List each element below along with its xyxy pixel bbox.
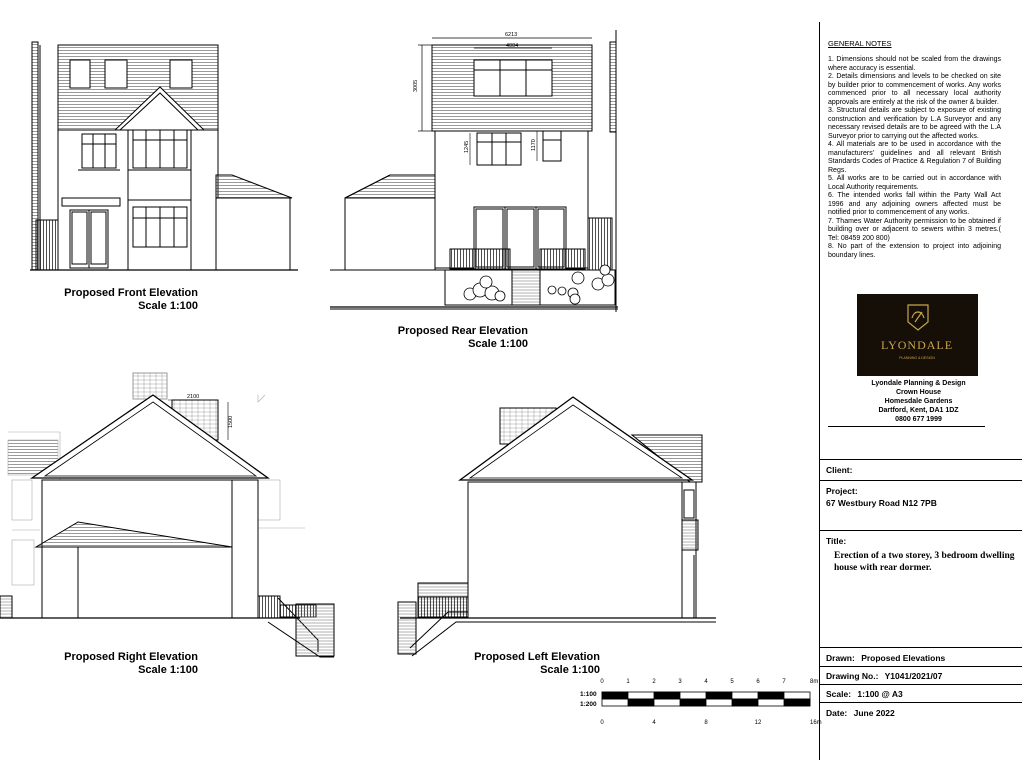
scale-tick-label: 8 xyxy=(704,720,708,726)
project-label: Project: xyxy=(826,486,858,496)
caption-front-elevation xyxy=(40,287,198,313)
date-value: June 2022 xyxy=(853,708,895,718)
drawing-no-value: Y1041/2021/07 xyxy=(884,671,943,681)
dim-chimney-height: 1500 xyxy=(228,415,234,428)
client-label: Client: xyxy=(826,465,853,475)
scale-tick-label: 4 xyxy=(704,679,708,685)
scale-segment xyxy=(628,699,654,706)
scale-tick-label: 0 xyxy=(600,720,604,726)
scale-ratio-top: 1:100 xyxy=(580,691,597,698)
rear-elevation xyxy=(330,30,618,312)
company-address-line: Homesdale Gardens xyxy=(884,398,953,405)
caption-left-scale: Scale 1:100 xyxy=(540,664,600,676)
dim-rear-height: 3005 xyxy=(413,79,419,92)
note-item: 6. The intended works fall within the Party Wall Act 1996 and any adjoining owners affected must be notified prior to commencement of any works. xyxy=(828,192,1001,216)
scale-segment xyxy=(654,692,680,699)
caption-left-elevation xyxy=(442,651,600,677)
divider xyxy=(820,666,1022,667)
company-address-line: Crown House xyxy=(895,389,942,396)
divider xyxy=(820,647,1022,648)
scale-segment xyxy=(706,692,732,699)
company-phone: 0800 677 1999 xyxy=(895,416,942,423)
divider xyxy=(820,684,1022,685)
scale-tick-label: 1 xyxy=(626,679,630,685)
client-field xyxy=(826,465,856,475)
drawing-no-label: Drawing No.: xyxy=(826,671,879,681)
scale-label: Scale: xyxy=(826,689,852,699)
dim-chimney-width: 2100 xyxy=(187,394,200,400)
scale-segment xyxy=(680,699,706,706)
dim-rear-window-right: 1170 xyxy=(531,139,537,151)
caption-front-title: Proposed Front Elevation xyxy=(64,287,198,299)
scale-value: 1:100 @ A3 xyxy=(857,689,903,699)
note-item: 3. Structural details are subject to exposure of existing construction and verification by L.A Surveyor and any necessary revised details are to be agreed with the L.A Surveyor prior to carrying out the affected works. xyxy=(828,107,1001,140)
note-item: 5. All works are to be carried out in accordance with Local Authority requirements. xyxy=(828,175,1001,191)
company-details xyxy=(820,379,1017,424)
left-elevation xyxy=(398,397,716,656)
divider xyxy=(828,426,985,427)
title-value: Erection of a two storey, 3 bedroom dwelling house with rear dormer. xyxy=(834,551,1015,573)
caption-front-scale: Scale 1:100 xyxy=(138,300,198,312)
scale-segment xyxy=(732,699,758,706)
note-item: 2. Details dimensions and levels to be checked on site by builder prior to commencement of works. Any works commenced prior to all necessary local authority approvals are entirely at the risk of the owner & builder. xyxy=(828,73,1001,106)
caption-rear-title: Proposed Rear Elevation xyxy=(397,325,528,337)
scale-tick-label: 5 xyxy=(730,679,734,685)
caption-right-title: Proposed Right Elevation xyxy=(64,651,198,663)
scale-segment xyxy=(784,699,810,706)
scale-segment xyxy=(758,692,784,699)
logo-brand-text: LYONDALE xyxy=(880,338,954,352)
note-item: 1. Dimensions should not be scaled from the drawings where accuracy is essential. xyxy=(828,56,1001,72)
dim-rear-window-left: 1245 xyxy=(464,140,470,153)
company-address-line: Dartford, Kent, DA1 1DZ xyxy=(878,407,959,414)
title-field xyxy=(826,536,850,546)
scale-ratio-bottom: 1:200 xyxy=(580,701,597,708)
logo-tagline-text: PLANNING & DESIGN xyxy=(899,356,935,360)
caption-right-scale: Scale 1:100 xyxy=(138,664,198,676)
drawn-value: Proposed Elevations xyxy=(861,653,946,663)
general-notes xyxy=(828,56,1001,260)
scale-tick-label: 16m xyxy=(810,720,822,726)
caption-rear-elevation xyxy=(370,325,528,351)
drawn-label: Drawn: xyxy=(826,653,855,663)
caption-rear-scale: Scale 1:100 xyxy=(468,338,528,350)
caption-right-elevation xyxy=(40,651,198,677)
divider xyxy=(820,480,1022,481)
project-value: 67 Westbury Road N12 7PB xyxy=(826,498,937,508)
divider xyxy=(820,530,1022,531)
drawn-field xyxy=(826,653,945,663)
dim-rear-width-outer: 6213 xyxy=(505,32,518,38)
note-item: 8. No part of the extension to project into adjoining boundary lines. xyxy=(828,243,1001,259)
divider xyxy=(820,459,1022,460)
drawing-no-field xyxy=(826,671,942,681)
note-item: 7. Thames Water Authority permission to be obtained if building over or adjacent to sewers within 3 metres.( Tel: 08459 200 800) xyxy=(828,217,1001,242)
scale-tick-label: 6 xyxy=(756,679,760,685)
project-field xyxy=(826,486,862,496)
company-name: Lyondale Planning & Design xyxy=(871,380,966,387)
scale-field xyxy=(826,689,903,699)
note-item: 4. All materials are to be used in accordance with the manufacturers' guidelines and all relevant British Standards Codes of Practice & Regulation 7 of Building Regs. xyxy=(828,141,1001,174)
front-elevation xyxy=(30,42,298,270)
scale-tick-label: 2 xyxy=(652,679,656,685)
title-label: Title: xyxy=(826,536,847,546)
scale-tick-label: 7 xyxy=(782,679,786,685)
title-block xyxy=(819,22,1021,760)
date-label: Date: xyxy=(826,708,848,718)
scale-tick-label: 3 xyxy=(678,679,682,685)
scale-tick-label: 12 xyxy=(754,720,762,726)
right-elevation xyxy=(0,373,334,657)
date-field xyxy=(826,708,895,718)
scale-tick-label: 8m xyxy=(810,679,819,685)
scale-segment xyxy=(602,692,628,699)
scale-tick-label: 4 xyxy=(652,720,656,726)
caption-left-title: Proposed Left Elevation xyxy=(474,651,600,663)
general-notes-heading: GENERAL NOTES xyxy=(828,39,892,48)
scale-tick-label: 0 xyxy=(600,679,604,685)
dim-rear-width-inner: 4004 xyxy=(506,43,519,49)
scale-bar xyxy=(602,692,810,706)
divider xyxy=(820,702,1022,703)
